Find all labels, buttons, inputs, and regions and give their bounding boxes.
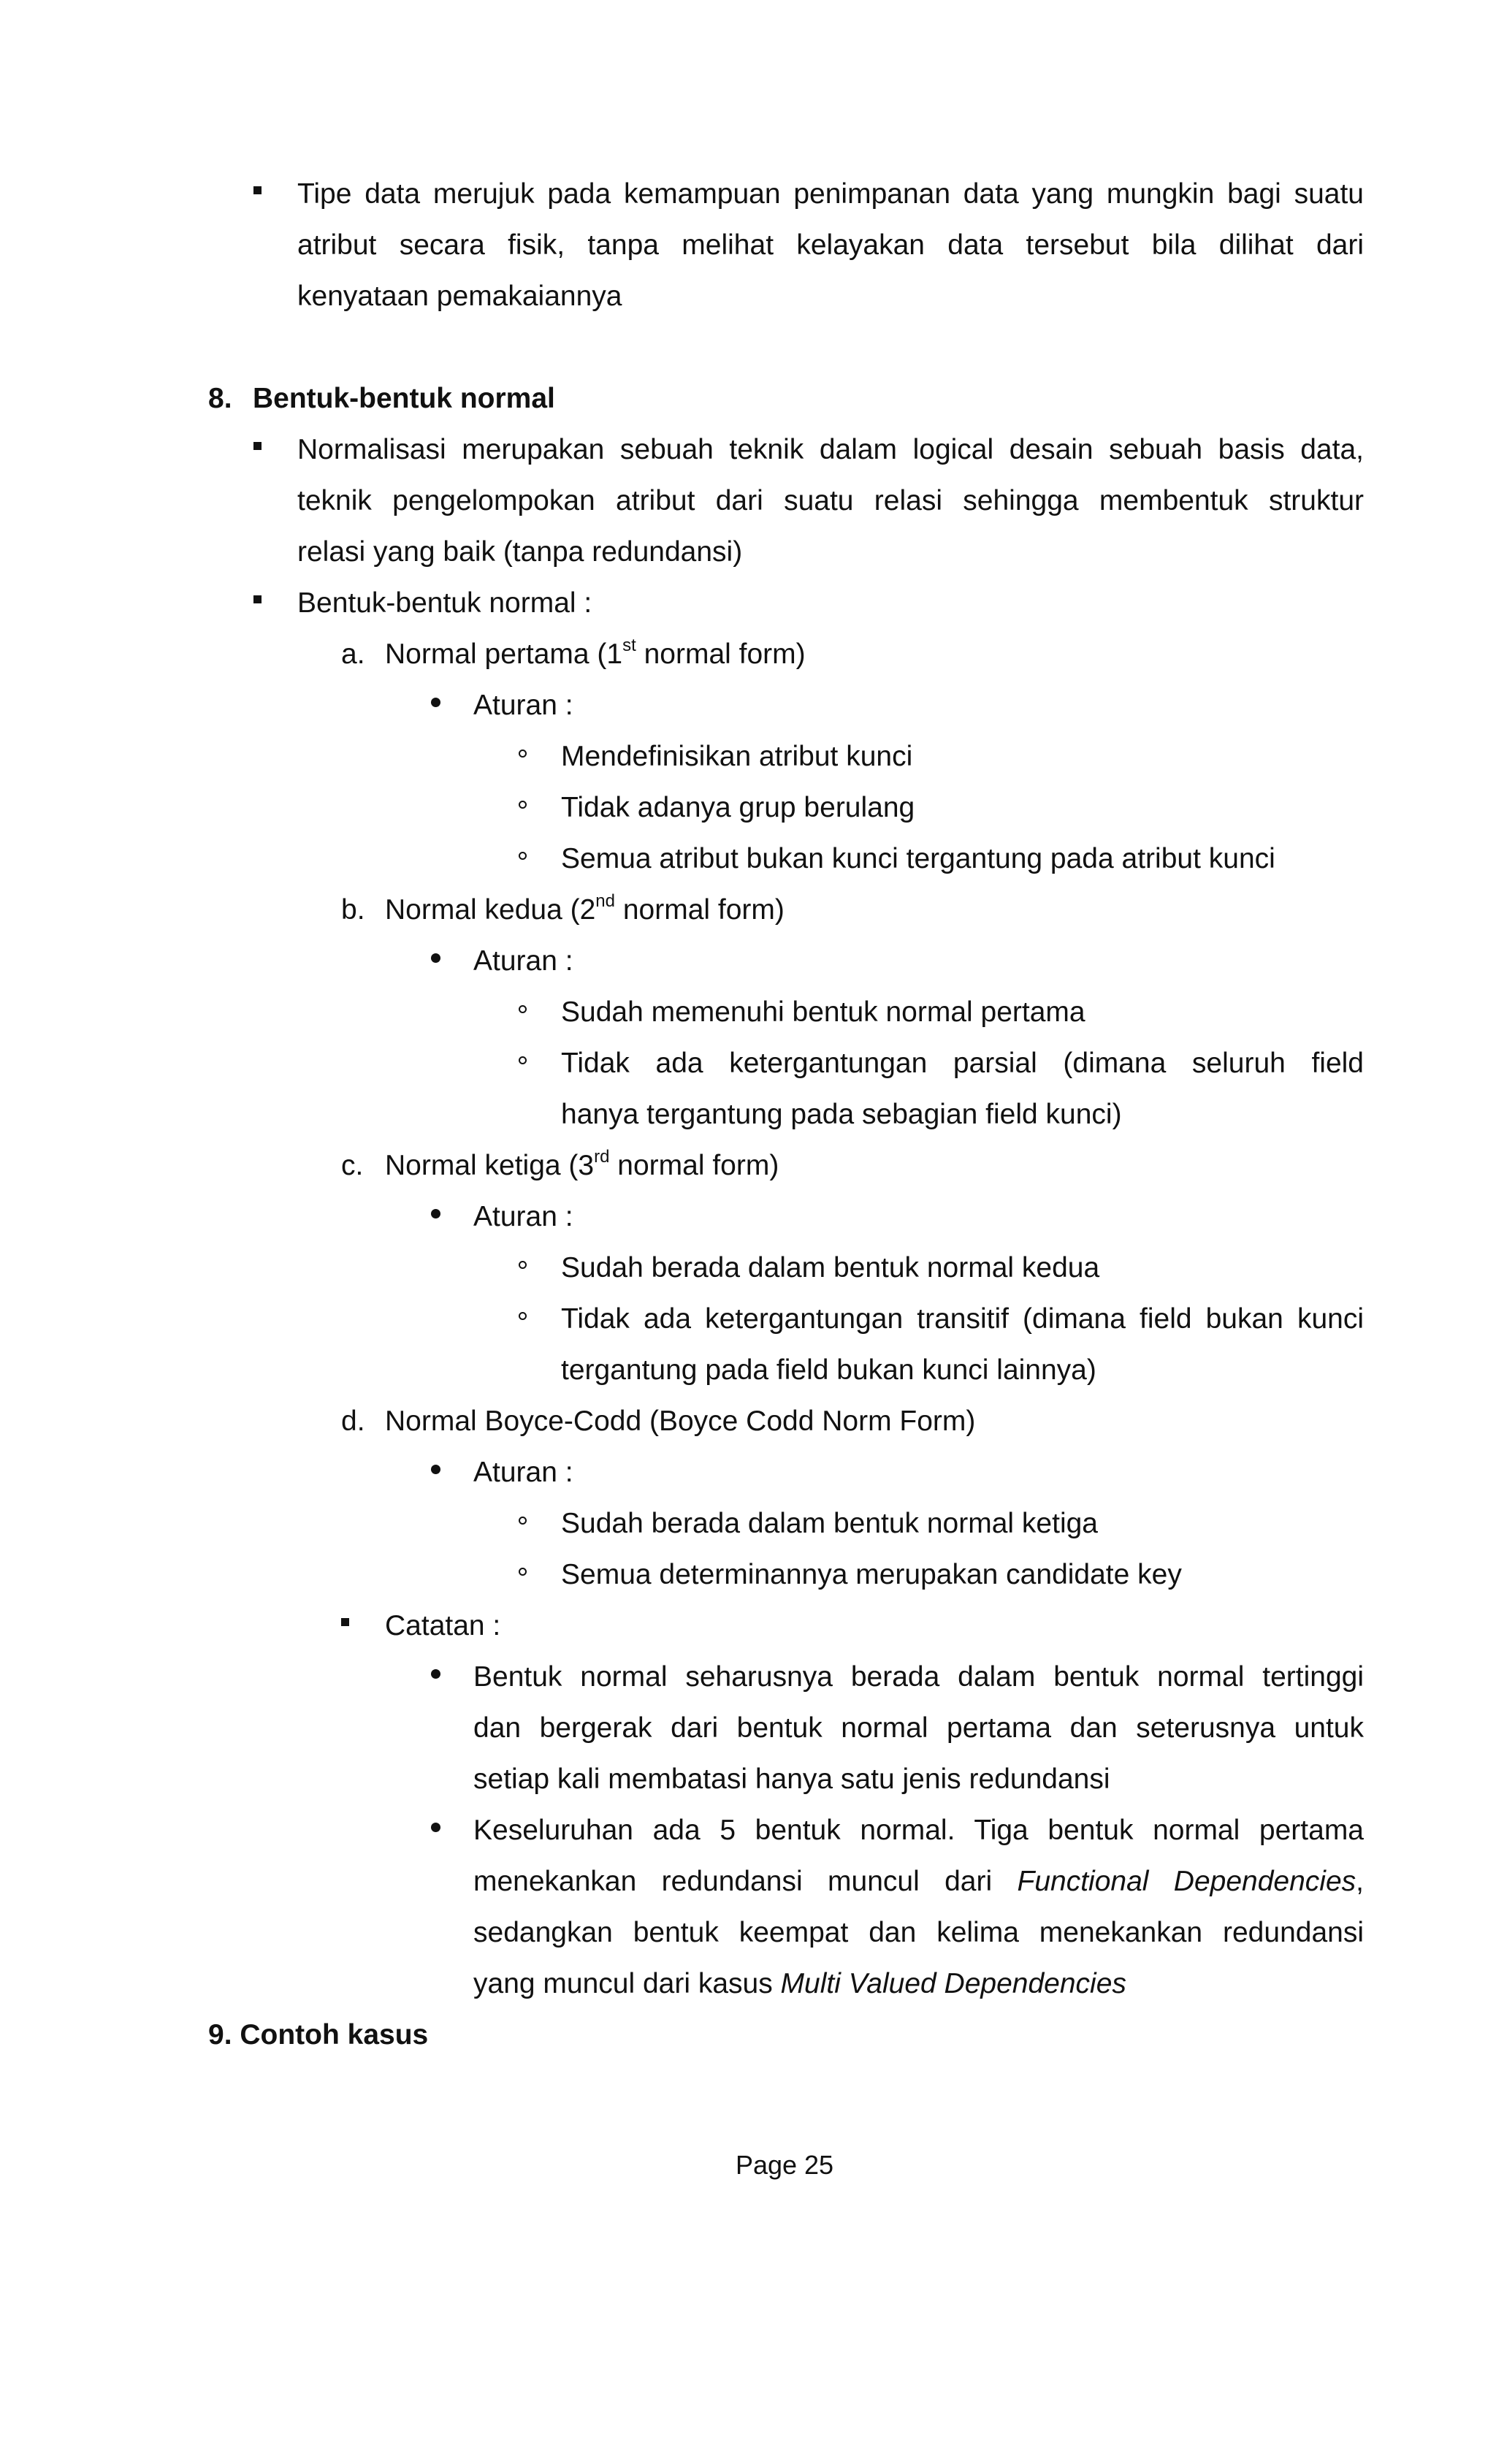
form-d-name: Normal Boyce-Codd (Boyce Codd Norm Form) (385, 1405, 976, 1437)
catatan-2-line-1: Keseluruhan ada 5 bentuk normal. Tiga bentuk normal pertama (473, 1815, 1364, 1846)
circle-bullet-icon (519, 852, 527, 860)
normalisasi-line-2: teknik pengelompokan atribut dari suatu relasi sehingga membentuk struktur (297, 485, 1364, 516)
form-c-name: Normal ketiga (3rd normal form) (385, 1147, 779, 1181)
bullet-dot-icon (431, 953, 440, 963)
circle-bullet-icon (519, 1056, 527, 1064)
bullet-dot-icon (431, 1823, 440, 1832)
form-d-rule-1: Sudah berada dalam bentuk normal ketiga (561, 1508, 1098, 1539)
bullet-dot-icon (431, 698, 440, 707)
form-a-name: Normal pertama (1st normal form) (385, 636, 806, 670)
catatan-label: Catatan : (385, 1610, 501, 1641)
intro-line-3: kenyataan pemakaiannya (297, 281, 622, 312)
form-b-name: Normal kedua (2nd normal form) (385, 891, 785, 926)
catatan-2-line-2: menekankan redundansi muncul dari Functional Dependencies, (473, 1866, 1364, 1897)
normalisasi-line-3: relasi yang baik (tanpa redundansi) (297, 536, 743, 568)
square-bullet-icon (341, 1618, 349, 1626)
circle-bullet-icon (519, 1568, 527, 1576)
form-a-letter: a. (341, 638, 365, 670)
square-bullet-icon (253, 442, 262, 450)
form-b-rule-1: Sudah memenuhi bentuk normal pertama (561, 996, 1085, 1028)
catatan-1-line-1: Bentuk normal seharusnya berada dalam bentuk normal tertinggi (473, 1661, 1364, 1693)
form-c-rule-2-line-1: Tidak ada ketergantungan transitif (dimana field bukan kunci (561, 1303, 1364, 1335)
form-c-rule-1: Sudah berada dalam bentuk normal kedua (561, 1252, 1100, 1284)
page-number: Page 25 (735, 2150, 834, 2180)
form-c-rule-2-line-2: tergantung pada field bukan kunci lainnya) (561, 1354, 1096, 1386)
form-b-aturan: Aturan : (473, 945, 573, 977)
square-bullet-icon (253, 595, 262, 603)
form-a-rule-2: Tidak adanya grup berulang (561, 792, 915, 823)
forms-label: Bentuk-bentuk normal : (297, 587, 592, 619)
section-8-number: 8. (208, 383, 232, 414)
form-d-rule-2: Semua determinannya merupakan candidate key (561, 1559, 1182, 1590)
form-d-letter: d. (341, 1405, 365, 1437)
form-d-aturan: Aturan : (473, 1457, 573, 1488)
form-c-letter: c. (341, 1150, 364, 1181)
section-9-title: 9. Contoh kasus (208, 2019, 429, 2051)
form-b-rule-2-line-1: Tidak ada ketergantungan parsial (dimana seluruh field (561, 1048, 1364, 1079)
form-b-rule-2-line-2: hanya tergantung pada sebagian field kunci) (561, 1099, 1122, 1130)
form-a-rule-1: Mendefinisikan atribut kunci (561, 741, 913, 772)
catatan-2-line-3: sedangkan bentuk keempat dan kelima menekankan redundansi (473, 1917, 1364, 1948)
square-bullet-icon (253, 186, 262, 194)
circle-bullet-icon (519, 1312, 527, 1320)
intro-line-2: atribut secara fisik, tanpa melihat kelayakan data tersebut bila dilihat dari (297, 229, 1364, 261)
circle-bullet-icon (519, 750, 527, 758)
form-a-aturan: Aturan : (473, 690, 573, 721)
form-b-letter: b. (341, 894, 365, 926)
circle-bullet-icon (519, 801, 527, 809)
circle-bullet-icon (519, 1517, 527, 1525)
intro-line-1: Tipe data merujuk pada kemampuan penimpanan data yang mungkin bagi suatu (297, 178, 1364, 210)
catatan-1-line-3: setiap kali membatasi hanya satu jenis redundansi (473, 1763, 1110, 1795)
normalisasi-line-1: Normalisasi merupakan sebuah teknik dalam logical desain sebuah basis data, (297, 434, 1364, 465)
circle-bullet-icon (519, 1261, 527, 1269)
form-c-aturan: Aturan : (473, 1201, 573, 1232)
form-a-rule-3: Semua atribut bukan kunci tergantung pada atribut kunci (561, 843, 1275, 874)
catatan-1-line-2: dan bergerak dari bentuk normal pertama dan seterusnya untuk (473, 1712, 1364, 1744)
bullet-dot-icon (431, 1465, 440, 1474)
bullet-dot-icon (431, 1669, 440, 1679)
circle-bullet-icon (519, 1005, 527, 1013)
section-8-title: Bentuk-bentuk normal (253, 383, 555, 414)
catatan-2-line-4: yang muncul dari kasus Multi Valued Dependencies (473, 1968, 1126, 1999)
bullet-dot-icon (431, 1209, 440, 1218)
